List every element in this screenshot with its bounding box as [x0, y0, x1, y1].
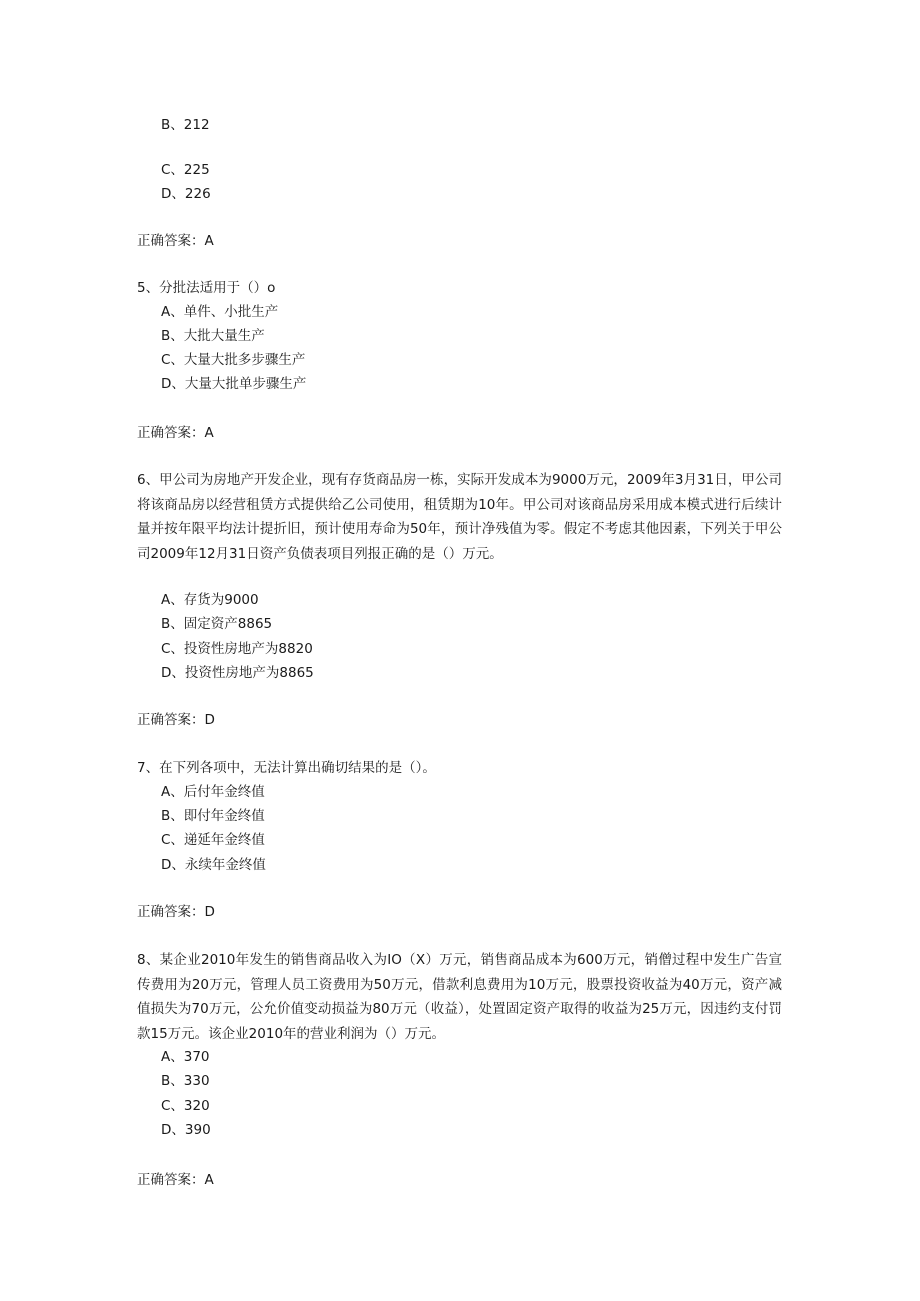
q5-answer: 正确答案：A: [137, 425, 214, 441]
q8-option-b: B、330: [161, 1073, 210, 1089]
q8-option-a: A、370: [161, 1049, 210, 1065]
q7-option-a: A、后付年金终值: [161, 784, 265, 800]
q4-option-b: B、212: [161, 117, 210, 133]
q5-stem: 5、分批法适用于（）o: [137, 280, 276, 296]
q4-answer: 正确答案：A: [137, 233, 214, 249]
q8-option-d: D、390: [161, 1122, 211, 1138]
q7-option-c: C、递延年金终值: [161, 832, 265, 848]
q6-option-b: B、固定资产8865: [161, 616, 273, 632]
q6-option-c: C、投资性房地产为8820: [161, 641, 313, 657]
q7-option-d: D、永续年金终值: [161, 857, 266, 873]
q5-option-d: D、大量大批单步骤生产: [161, 376, 307, 392]
q6-option-a: A、存货为9000: [161, 592, 259, 608]
q5-option-c: C、大量大批多步骤生产: [161, 352, 306, 368]
q7-stem: 7、在下列各项中，无法计算出确切结果的是（）。: [137, 760, 436, 776]
q6-answer: 正确答案：D: [137, 712, 215, 728]
q4-option-c: C、225: [161, 162, 210, 178]
q7-answer: 正确答案：D: [137, 904, 215, 920]
q5-option-a: A、单件、小批生产: [161, 304, 279, 320]
q8-option-c: C、320: [161, 1098, 210, 1114]
q7-option-b: B、即付年金终值: [161, 808, 265, 824]
q8-answer: 正确答案：A: [137, 1172, 214, 1188]
q6-option-d: D、投资性房地产为8865: [161, 665, 314, 681]
q6-stem: 6、甲公司为房地产开发企业，现有存货商品房一栋，实际开发成本为9000万元，2009年3月31日，甲公司将该商品房以经营租赁方式提供给乙公司使用，租赁期为10年。甲公司对该商品房采用成本模式进行后续计量并按年限平均法计提折旧，预计使用寿命为50年，预计净残值为零。假定不考虑其他因素，下列关于甲公司2009年12月31日资产负债表项目列报正确的是（）万元。: [137, 472, 782, 562]
q5-option-b: B、大批大量生产: [161, 328, 265, 344]
q4-option-d: D、226: [161, 186, 211, 202]
q8-stem: 8、某企业2010年发生的销售商品收入为IO（X）万元，销售商品成本为600万元，销僧过程中发生广告宣传费用为20万元，管理人员工资费用为50万元，借款利息费用为10万元，股票投资收益为40万元，资产减值损失为70万元，公允价值变动损益为80万元（收益），处置固定资产取得的收益为25万元，因违约支付罚款15万元。该企业2010年的营业利润为（）万元。: [137, 952, 782, 1042]
